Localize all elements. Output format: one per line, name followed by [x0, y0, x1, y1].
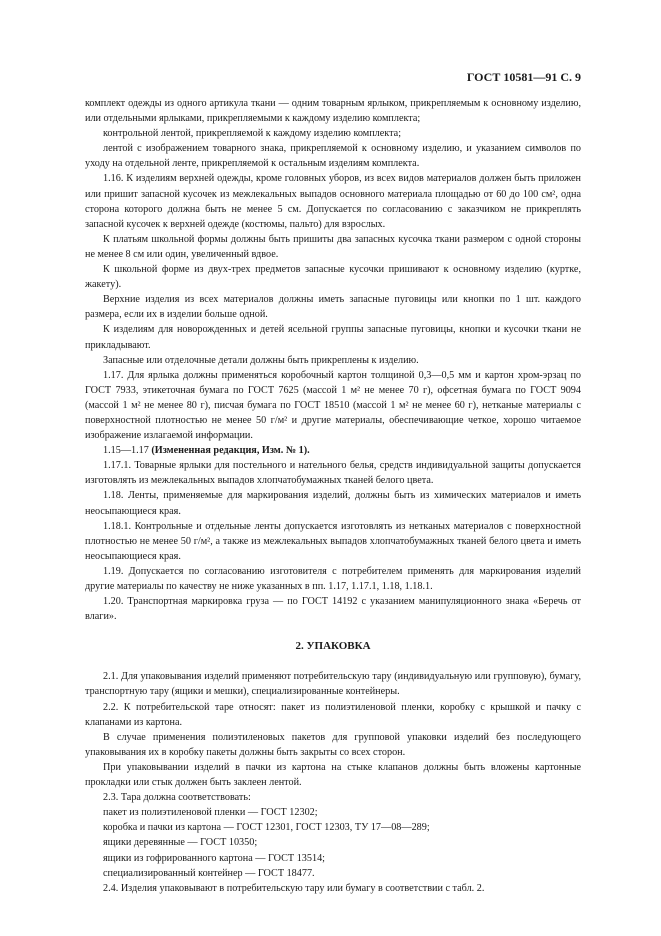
paragraph: лентой с изображением товарного знака, прикрепляемой к основному изделию, и указанием символов по уходу на отдельной ленте, прикрепляемой к остальным изделиям комплекта. — [85, 143, 581, 170]
section-1-text — [85, 96, 581, 624]
paragraph: 2.2. К потребительской таре относят: пакет из полиэтиленовой пленки, коробку с крышкой и пачку с клапанами из картона. — [85, 701, 581, 728]
paragraph: 1.17. Для ярлыка должны применяться коробочный картон толщиной 0,3—0,5 мм и картон хром-эрзац по ГОСТ 7933, этикеточная бумага по ГОСТ 7625 (массой 1 м² не менее 70 г), офсетная бумага по ГОСТ 9094 (массой 1 м² не менее 80 г), писчая бумага по ГОСТ 18510 (массой 1 м² не менее 60 г), нетканые материалы с поверхностной плотностью не менее 50 г/м² и другие материалы, обеспечивающие четкое, хорошо читаемое изображение излагаемой информации. — [85, 369, 581, 442]
list-item: ящики из гофрированного картона — ГОСТ 13514; — [103, 852, 325, 864]
paragraph: К школьной форме из двух-трех предметов запасные кусочки пришивают к основному изделию (куртке, жакету). — [85, 264, 581, 291]
list-item: коробка и пачки из картона — ГОСТ 12301, ГОСТ 12303, ТУ 17—08—289; — [103, 822, 430, 834]
paragraph: 1.19. Допускается по согласованию изготовителя с потребителем применять для маркирования изделий другие материалы по качеству не ниже указанных в пп. 1.17, 1.17.1, 1.18, 1.18.1. — [85, 565, 581, 592]
paragraph: 1.17.1. Товарные ярлыки для постельного и нательного белья, средств индивидуальной защиты допускается изготовлять из межлекальных выпадов хлопчатобумажных тканей белого цвета. — [85, 460, 581, 487]
list-item: специализированный контейнер — ГОСТ 18477. — [103, 867, 315, 879]
paragraph: комплект одежды из одного артикула ткани — одним товарным ярлыком, прикрепляемым к основному изделию, или отдельными ярлыками, прикрепляемыми к каждому изделию комплекта; — [85, 98, 581, 125]
paragraph: 2.1. Для упаковывания изделий применяют потребительскую тару (индивидуальную или групповую), бумагу, транспортную тару (ящики и мешки), специализированные контейнеры. — [85, 671, 581, 698]
section-title: 2. УПАКОВКА — [295, 640, 371, 653]
section-2-text — [85, 669, 581, 895]
list-item: ящики деревянные — ГОСТ 10350; — [103, 837, 258, 849]
page-header: ГОСТ 10581—91 С. 9 — [466, 70, 581, 84]
paragraph: При упаковывании изделий в пачки из картона на стыке клапанов должны быть вложены картонные прокладки или стык должен быть заклеен лентой. — [85, 761, 581, 789]
paragraph: 1.18.1. Контрольные и отдельные ленты допускается изготовлять из нетканых материалов с поверхностной плотностью не менее 50 г/м², а также из межлекальных выпадов хлопчатобумажных тканей белого цвета и иметь неосыпающиеся края. — [85, 520, 581, 562]
paragraph: контрольной лентой, прикрепляемой к каждому изделию комплекта; — [103, 128, 402, 140]
paragraph: 2.3. Тара должна соответствовать: — [103, 792, 251, 804]
page-body — [85, 96, 581, 896]
amendment-label: (Измененная редакция, Изм. № 1). — [151, 445, 310, 457]
paragraph: 1.16. К изделиям верхней одежды, кроме головных уборов, из всех видов материалов должен быть приложен или пришит запасной кусочек из межлекальных выпадов основного материала площадью от 60 до 100 см², одна сторона которого должна быть не менее 5 см. Допускается по согласованию с заказчиком не прикреплять запасной кусочек к верхней одежде (костюмы, пальто) для взрослых. — [85, 173, 581, 230]
paragraph: 2.4. Изделия упаковывают в потребительскую тару или бумагу в соответствии с табл. 2. — [103, 882, 485, 894]
paragraph: Верхние изделия из всех материалов должны иметь запасные пуговицы или кнопки по 1 шт. каждого размера, если их в изделии больше одной. — [85, 294, 581, 321]
amendment-note — [85, 443, 581, 458]
paragraph: 1.18. Ленты, применяемые для маркирования изделий, должны быть из химических материалов и иметь неосыпающиеся края. — [85, 490, 581, 517]
paragraph: В случае применения полиэтиленовых пакетов для групповой упаковки изделий без последующего упаковывания их в коробку пакеты должны быть закрыты со всех сторон. — [85, 731, 581, 758]
paragraph: К изделиям для новорожденных и детей ясельной группы запасные пуговицы, кнопки и кусочки ткани не прикладывают. — [85, 324, 581, 351]
paragraph: К платьям школьной формы должны быть пришиты два запасных кусочка ткани размером с одной стороны не менее 8 см или один, увеличенный вдвое. — [85, 233, 581, 260]
amendment-ref: 1.15—1.17 — [103, 445, 152, 457]
list-item: пакет из полиэтиленовой пленки — ГОСТ 12302; — [103, 807, 318, 819]
paragraph: Запасные или отделочные детали должны быть прикреплены к изделию. — [103, 354, 419, 366]
paragraph: 1.20. Транспортная маркировка груза — по ГОСТ 14192 с указанием манипуляционного знака «Беречь от влаги». — [85, 596, 581, 623]
